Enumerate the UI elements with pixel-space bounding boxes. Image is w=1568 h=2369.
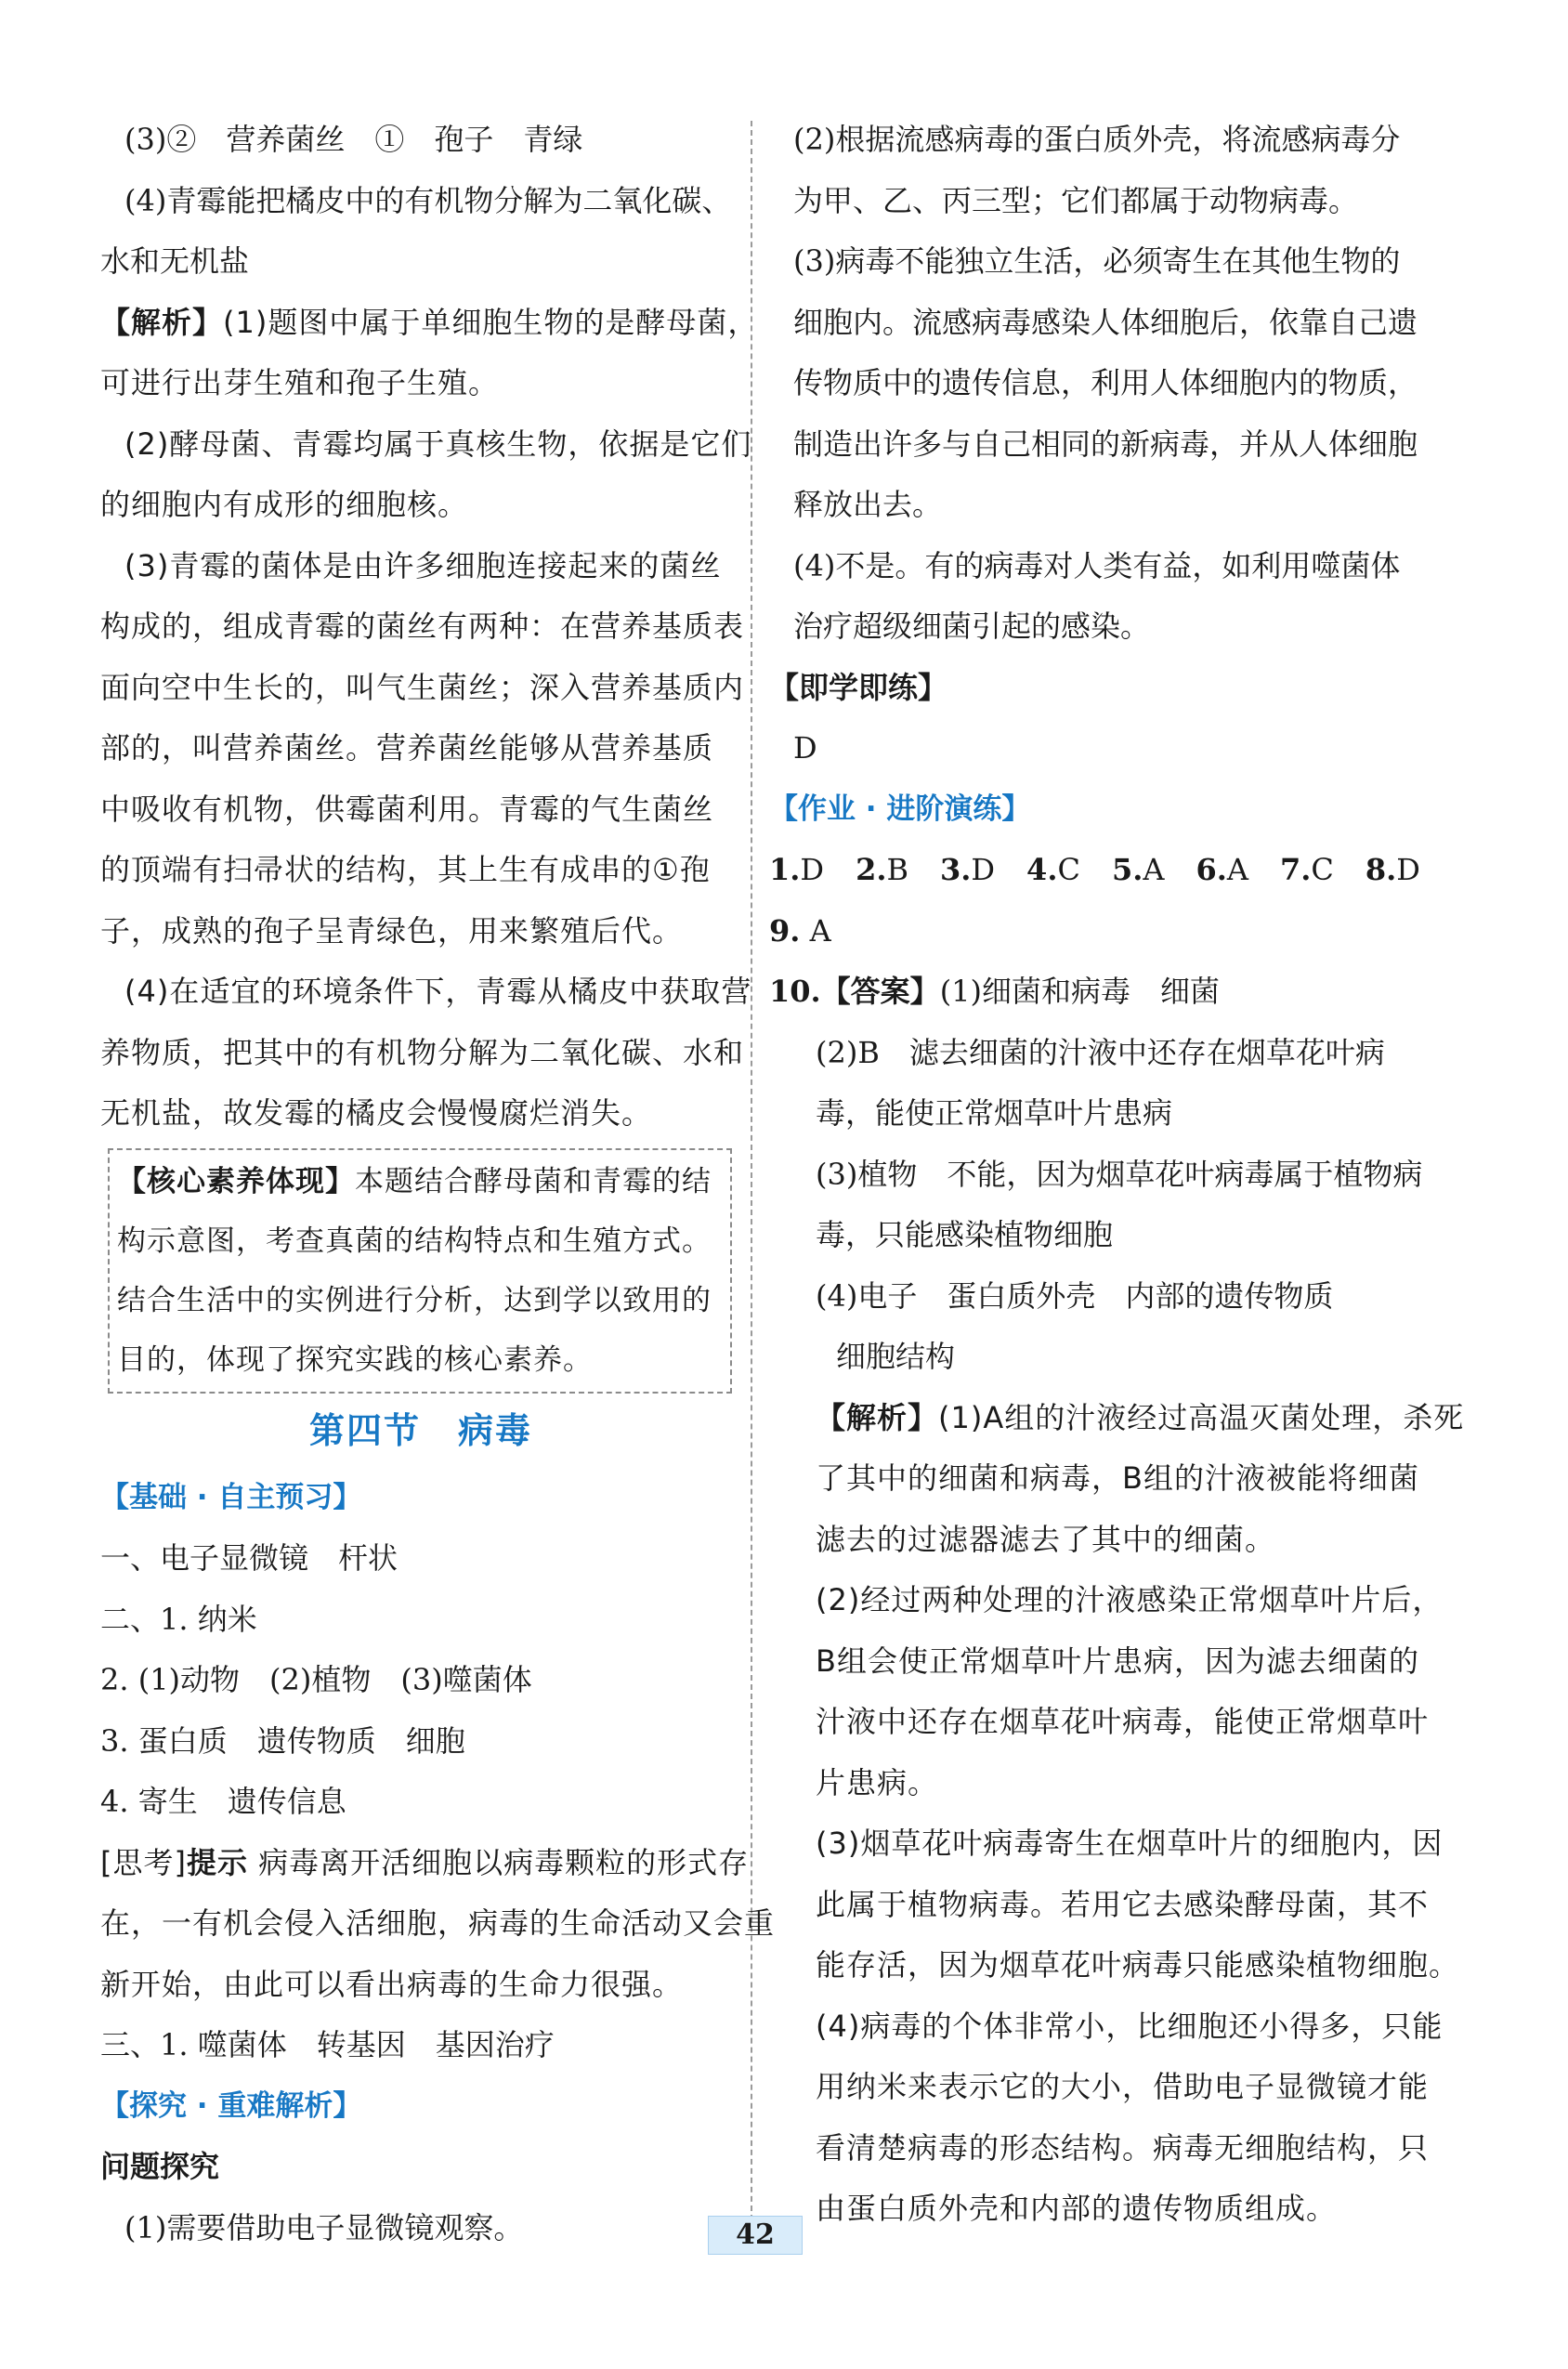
analysis-line: 滤去的过滤器滤去了其中的细菌。 [816, 1521, 1276, 1557]
answer-value: D [800, 852, 825, 887]
text-line: (2)根据流感病毒的蛋白质外壳，将流感病毒分 [793, 122, 1401, 157]
analysis-line: (2)经过两种处理的汁液感染正常烟草叶片后， [816, 1582, 1444, 1617]
answer-line: 2. (1)动物 (2)植物 (3)噬菌体 [100, 1662, 532, 1697]
text-line: (1)需要借助电子显微镜观察。 [124, 2209, 524, 2245]
answer-row [769, 840, 1457, 901]
analysis-line: 的顶端有扫帚状的结构，其上生有成串的①孢 [100, 852, 711, 887]
text-line: 传物质中的遗传信息，利用人体细胞内的物质， [793, 365, 1418, 400]
box-line: 构示意图，考查真菌的结构特点和生殖方式。 [117, 1224, 712, 1258]
box-line: 【核心素养体现】本题结合酵母菌和青霉的结 [117, 1164, 712, 1198]
answer-line: (4)电子 蛋白质外壳 内部的遗传物质 [816, 1277, 1334, 1314]
analysis-line: B组会使正常烟草叶片患病，因为滤去细菌的 [816, 1643, 1419, 1679]
text-line: 治疗超级细菌引起的感染。 [793, 609, 1151, 644]
analysis-line: 构成的，组成青霉的菌丝有两种：在营养基质表 [100, 609, 745, 644]
analysis-line: 子，成熟的孢子呈青绿色，用来繁殖后代。 [100, 912, 684, 949]
section-heading: 【基础 · 自主预习】 [100, 1480, 362, 1514]
analysis-line: 【解析】(1)A组的汁液经过高温灭菌处理，杀死 [816, 1399, 1465, 1435]
analysis-line: 能存活，因为烟草花叶病毒只能感染植物细胞。 [816, 1947, 1460, 1983]
answer-value: B [886, 852, 908, 887]
analysis-line: 中吸收有机物，供霉菌利用。青霉的气生菌丝 [100, 791, 714, 827]
analysis-tag: 【解析】 [816, 1399, 939, 1435]
analysis-line: 看清楚病毒的形态结构。病毒无细胞结构，只 [816, 2129, 1430, 2166]
answer-line: 4. 寄生 遗传信息 [100, 1784, 346, 1819]
answer-line: 三、1. 噬菌体 转基因 基因治疗 [100, 2027, 555, 2062]
analysis-line: (3)烟草花叶病毒寄生在烟草叶片的细胞内，因 [816, 1826, 1444, 1861]
answer-line: 毒，能使正常烟草叶片患病 [816, 1095, 1173, 1131]
answer-value: C [1057, 852, 1080, 887]
answer-value: D [1396, 852, 1420, 887]
text-line: 释放出去。 [793, 487, 943, 522]
box-line: 结合生活中的实例进行分析，达到学以致用的 [117, 1283, 712, 1317]
answer-line: 9. A [769, 912, 831, 949]
hint-tag: 提示 [186, 1844, 248, 1880]
answer-line: 二、1. 纳米 [100, 1601, 257, 1637]
answer-number: 7. [1279, 852, 1312, 887]
analysis-line: 片患病。 [816, 1764, 939, 1800]
answer-number: 2. [856, 852, 887, 887]
answer-line: 毒，只能感染植物细胞 [816, 1217, 1114, 1252]
text-line: 水和无机盐 [100, 243, 250, 279]
analysis-line: (3)青霉的菌体是由许多细胞连接起来的菌丝 [124, 547, 722, 583]
text-line: (4)不是。有的病毒对人类有益，如利用噬菌体 [793, 547, 1401, 583]
core-literacy-box [108, 1148, 732, 1394]
answer-number: 3. [939, 852, 972, 887]
answer-line: 10.【答案】(1)细菌和病毒 细菌 [769, 974, 1221, 1009]
answer-line: 一、电子显微镜 杆状 [100, 1540, 399, 1576]
answer-line: (3)植物 不能，因为烟草花叶病毒属于植物病 [816, 1156, 1423, 1192]
analysis-line: 了其中的细菌和病毒，B组的汁液被能将细菌 [816, 1460, 1419, 1496]
question-heading: 问题探究 [100, 2149, 220, 2184]
practice-tag: 【即学即练】 [769, 669, 948, 705]
text-line: 制造出许多与自己相同的新病毒，并从人体细胞 [793, 425, 1418, 462]
answer-number: 8. [1365, 852, 1397, 887]
answer-number: 4. [1026, 852, 1058, 887]
answer-value: A [1226, 852, 1248, 887]
analysis-line: 可进行出芽生殖和孢子生殖。 [100, 365, 500, 400]
right-column [769, 110, 1465, 2240]
analysis-line: 【解析】(1)题图中属于单细胞生物的是酵母菌， [100, 304, 759, 340]
answer-line: 3. 蛋白质 遗传物质 细胞 [100, 1722, 465, 1759]
analysis-line: 的细胞内有成形的细胞核。 [100, 487, 469, 522]
section-heading: 【作业 · 进阶演练】 [769, 792, 1031, 826]
text-line: 细胞内。流感病毒感染人体细胞后，依靠自己遗 [793, 304, 1418, 340]
analysis-line: 用纳米来表示它的大小，借助电子显微镜才能 [816, 2069, 1430, 2104]
answer-number: 5. [1111, 852, 1143, 887]
text-line: 为甲、乙、丙三型；它们都属于动物病毒。 [793, 182, 1359, 218]
analysis-line: (4)在适宜的环境条件下，青霉从橘皮中获取营 [124, 974, 752, 1009]
answer-number: 1. [769, 852, 801, 887]
analysis-line: 由蛋白质外壳和内部的遗传物质组成。 [816, 2191, 1338, 2226]
analysis-line: 部的，叫营养菌丝。营养菌丝能够从营养基质 [100, 730, 714, 766]
answer-tag: 【答案】 [820, 974, 940, 1009]
think-line: 在，一有机会侵入活细胞，病毒的生命活动又会重 [100, 1905, 776, 1941]
think-tag: [思考] [100, 1844, 187, 1880]
analysis-line: (4)病毒的个体非常小，比细胞还小得多，只能 [816, 2008, 1444, 2044]
answer-value: D [971, 852, 996, 887]
analysis-line: 无机盐，故发霉的橘皮会慢慢腐烂消失。 [100, 1095, 653, 1131]
think-line: 新开始，由此可以看出病毒的生命力很强。 [100, 1966, 684, 2002]
section-heading: 【探究 · 重难解析】 [100, 2088, 362, 2123]
analysis-line: 养物质，把其中的有机物分解为二氧化碳、水和 [100, 1034, 745, 1070]
answer-value: A [1143, 852, 1165, 887]
analysis-line: 面向空中生长的，叫气生菌丝；深入营养基质内 [100, 669, 745, 705]
think-line: [思考]提示 病毒离开活细胞以病毒颗粒的形式存 [100, 1844, 750, 1880]
analysis-line: 汁液中还存在烟草花叶病毒，能使正常烟草叶 [816, 1704, 1430, 1739]
page-number: 42 [708, 2216, 803, 2255]
answer-line: (2)B 滤去细菌的汁液中还存在烟草花叶病 [816, 1034, 1385, 1070]
box-line: 目的，体现了探究实践的核心素养。 [117, 1342, 593, 1377]
chapter-title: 第四节 病毒 [308, 1408, 532, 1451]
text-line: (3)② 营养菌丝 ① 孢子 青绿 [124, 122, 583, 157]
answer-line: D [793, 730, 817, 766]
analysis-tag: 【解析】 [100, 304, 224, 340]
text-line: (4)青霉能把橘皮中的有机物分解为二氧化碳、 [124, 182, 732, 218]
answer-number: 6. [1196, 852, 1227, 887]
analysis-line: (2)酵母菌、青霉均属于真核生物，依据是它们 [124, 425, 752, 462]
core-literacy-tag: 【核心素养体现】 [117, 1164, 355, 1198]
text-line: (3)病毒不能独立生活，必须寄生在其他生物的 [793, 243, 1401, 279]
answer-value: C [1311, 852, 1334, 887]
answer-line: 细胞结构 [836, 1339, 956, 1374]
analysis-line: 此属于植物病毒。若用它去感染酵母菌，其不 [816, 1886, 1430, 1922]
